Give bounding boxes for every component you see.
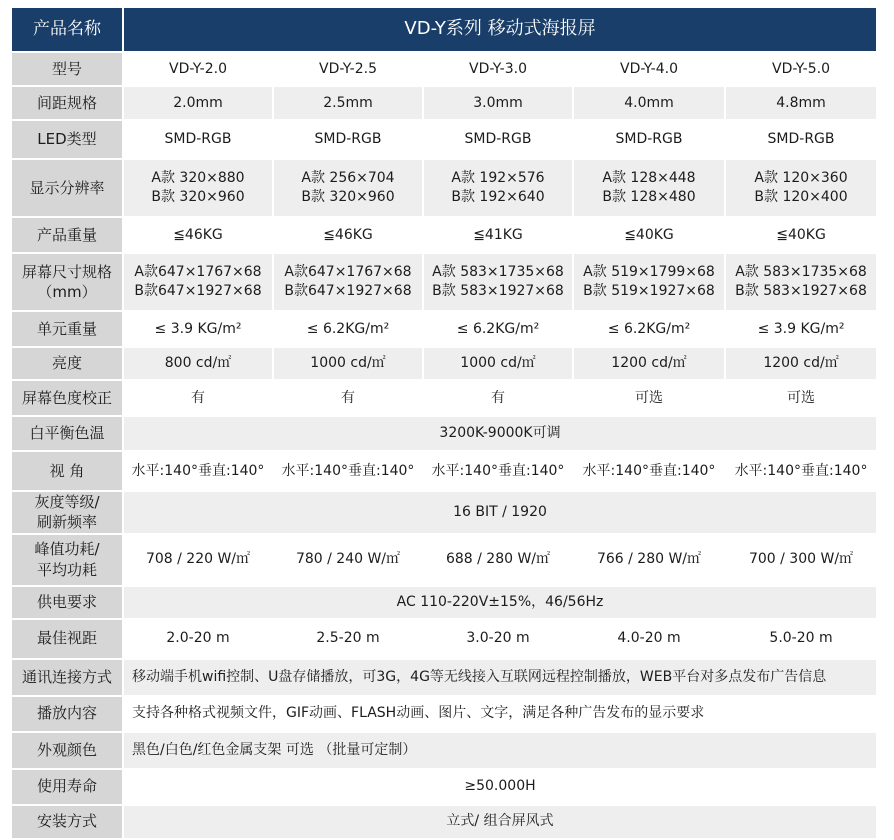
value-cell: [574, 254, 726, 312]
row-label: 播放内容: [12, 697, 124, 733]
value-cell: [424, 254, 574, 312]
value-cell: 3.0-20 m: [424, 620, 574, 660]
value-cell: 1200 cd/㎡: [726, 348, 878, 381]
value-cell: SMD-RGB: [274, 121, 424, 160]
cell-line: 峰值功耗/: [34, 540, 100, 559]
value-cell: [124, 160, 274, 218]
value-cell: 水平:140°垂直:140°: [274, 452, 424, 492]
cell-line: B款 583×1927×68: [432, 283, 564, 299]
row-label: 亮度: [12, 348, 124, 381]
value-cell: SMD-RGB: [574, 121, 726, 160]
value-cell: [424, 160, 574, 218]
cell-line: A款 120×360: [754, 170, 848, 187]
row-label: 型号: [12, 53, 124, 87]
value-cell: [274, 254, 424, 312]
row-label: LED类型: [12, 121, 124, 160]
merged-value-cell: AC 110-220V±15%，46/56Hz: [124, 587, 878, 620]
merged-value-cell: 16 BIT / 1920: [124, 492, 878, 535]
value-cell: ≤ 6.2KG/m²: [574, 312, 726, 348]
spec-row: [12, 381, 878, 417]
value-cell: 2.5-20 m: [274, 620, 424, 660]
value-cell: [124, 254, 274, 312]
value-cell: 4.0mm: [574, 87, 726, 121]
cell-line: A款 583×1735×68: [735, 264, 867, 281]
value-cell: ≦40KG: [574, 218, 726, 254]
spec-row: [12, 218, 878, 254]
value-cell: SMD-RGB: [424, 121, 574, 160]
header-row: [12, 8, 878, 53]
header-label: 产品名称: [12, 8, 124, 53]
value-cell: 688 / 280 W/㎡: [424, 535, 574, 587]
value-cell: ≦40KG: [726, 218, 878, 254]
spec-row: [12, 452, 878, 492]
spec-table: [12, 8, 878, 840]
cell-line: 屏幕尺寸规格: [21, 262, 112, 281]
value-cell: SMD-RGB: [726, 121, 878, 160]
cell-line: 平均功耗: [36, 560, 97, 579]
row-label: [12, 492, 124, 535]
value-cell: 水平:140°垂直:140°: [124, 452, 274, 492]
row-label: 间距规格: [12, 87, 124, 121]
cell-line: B款 192×640: [451, 189, 545, 205]
row-label: 最佳视距: [12, 620, 124, 660]
value-cell: 3.0mm: [424, 87, 574, 121]
cell-line: B款 583×1927×68: [735, 283, 867, 299]
merged-value-cell: 移动端手机wifi控制、U盘存储播放，可3G，4G等无线接入互联网远程控制播放，WEB平台对多点发布广告信息: [124, 660, 878, 697]
spec-row: [12, 492, 878, 535]
value-cell: VD-Y-3.0: [424, 53, 574, 87]
cell-line: A款 519×1799×68: [583, 264, 715, 281]
value-cell: [574, 160, 726, 218]
row-label: [12, 254, 124, 312]
spec-row: [12, 535, 878, 587]
spec-row: [12, 254, 878, 312]
value-cell: 1200 cd/㎡: [574, 348, 726, 381]
value-cell: SMD-RGB: [124, 121, 274, 160]
merged-value-cell: ≥50.000H: [124, 770, 878, 806]
value-cell: 有: [124, 381, 274, 417]
cell-line: B款 120×400: [754, 189, 848, 205]
value-cell: 4.0-20 m: [574, 620, 726, 660]
row-label: 使用寿命: [12, 770, 124, 806]
value-cell: 可选: [726, 381, 878, 417]
cell-line: 刷新频率: [36, 513, 97, 532]
value-cell: 5.0-20 m: [726, 620, 878, 660]
merged-value-cell: 3200K-9000K可调: [124, 417, 878, 452]
spec-row: [12, 587, 878, 620]
spec-row: [12, 660, 878, 697]
value-cell: 1000 cd/㎡: [424, 348, 574, 381]
value-cell: 700 / 300 W/㎡: [726, 535, 878, 587]
value-cell: [726, 160, 878, 218]
value-cell: 水平:140°垂直:140°: [424, 452, 574, 492]
merged-value-cell: 黑色/白色/红色金属支架 可选 （批量可定制）: [124, 733, 878, 770]
row-label: 安装方式: [12, 806, 124, 840]
value-cell: 2.5mm: [274, 87, 424, 121]
cell-line: B款 128×480: [602, 189, 696, 205]
value-cell: ≤ 6.2KG/m²: [274, 312, 424, 348]
merged-value-cell: 立式/ 组合屏风式: [124, 806, 878, 840]
value-cell: 可选: [574, 381, 726, 417]
spec-row: [12, 53, 878, 87]
value-cell: 766 / 280 W/㎡: [574, 535, 726, 587]
value-cell: VD-Y-2.5: [274, 53, 424, 87]
row-label: 产品重量: [12, 218, 124, 254]
value-cell: VD-Y-4.0: [574, 53, 726, 87]
value-cell: ≦46KG: [274, 218, 424, 254]
spec-row: [12, 160, 878, 218]
cell-line: A款 128×448: [602, 170, 696, 187]
value-cell: ≤ 3.9 KG/m²: [726, 312, 878, 348]
merged-value-cell: 支持各种格式视频文件，GIF动画、FLASH动画、图片、文字，满足各种广告发布的显示要求: [124, 697, 878, 733]
value-cell: 水平:140°垂直:140°: [574, 452, 726, 492]
cell-line: A款647×1767×68: [134, 264, 262, 281]
spec-row: [12, 620, 878, 660]
value-cell: 780 / 240 W/㎡: [274, 535, 424, 587]
value-cell: 2.0-20 m: [124, 620, 274, 660]
spec-row: [12, 87, 878, 121]
value-cell: 有: [424, 381, 574, 417]
value-cell: [274, 160, 424, 218]
value-cell: ≦41KG: [424, 218, 574, 254]
value-cell: VD-Y-5.0: [726, 53, 878, 87]
row-label: 通讯连接方式: [12, 660, 124, 697]
value-cell: ≤ 3.9 KG/m²: [124, 312, 274, 348]
value-cell: 800 cd/㎡: [124, 348, 274, 381]
cell-line: B款647×1927×68: [284, 283, 412, 299]
product-series-title: VD-Y系列 移动式海报屏: [124, 8, 878, 53]
spec-row: [12, 806, 878, 840]
row-label: 白平衡色温: [12, 417, 124, 452]
cell-line: 灰度等级/: [34, 493, 100, 511]
row-label: 外观颜色: [12, 733, 124, 770]
spec-row: [12, 348, 878, 381]
row-label: 供电要求: [12, 587, 124, 620]
row-label: 单元重量: [12, 312, 124, 348]
value-cell: 708 / 220 W/㎡: [124, 535, 274, 587]
cell-line: B款647×1927×68: [134, 283, 262, 299]
spec-row: [12, 312, 878, 348]
cell-line: A款 320×880: [151, 170, 245, 187]
cell-line: （mm）: [37, 283, 97, 301]
cell-line: A款 192×576: [451, 170, 545, 187]
spec-row: [12, 121, 878, 160]
value-cell: 1000 cd/㎡: [274, 348, 424, 381]
spec-row: [12, 770, 878, 806]
spec-row: [12, 733, 878, 770]
cell-line: B款 320×960: [301, 189, 395, 205]
value-cell: 有: [274, 381, 424, 417]
cell-line: A款647×1767×68: [284, 264, 412, 281]
cell-line: A款 583×1735×68: [432, 264, 564, 281]
value-cell: VD-Y-2.0: [124, 53, 274, 87]
spec-row: [12, 417, 878, 452]
cell-line: B款 320×960: [151, 189, 245, 205]
cell-line: A款 256×704: [301, 170, 395, 187]
value-cell: ≤ 6.2KG/m²: [424, 312, 574, 348]
row-label: 显示分辨率: [12, 160, 124, 218]
row-label: 屏幕色度校正: [12, 381, 124, 417]
row-label: 视 角: [12, 452, 124, 492]
value-cell: [726, 254, 878, 312]
cell-line: B款 519×1927×68: [583, 283, 715, 299]
row-label: [12, 535, 124, 587]
value-cell: ≦46KG: [124, 218, 274, 254]
value-cell: 4.8mm: [726, 87, 878, 121]
spec-row: [12, 697, 878, 733]
value-cell: 2.0mm: [124, 87, 274, 121]
value-cell: 水平:140°垂直:140°: [726, 452, 878, 492]
